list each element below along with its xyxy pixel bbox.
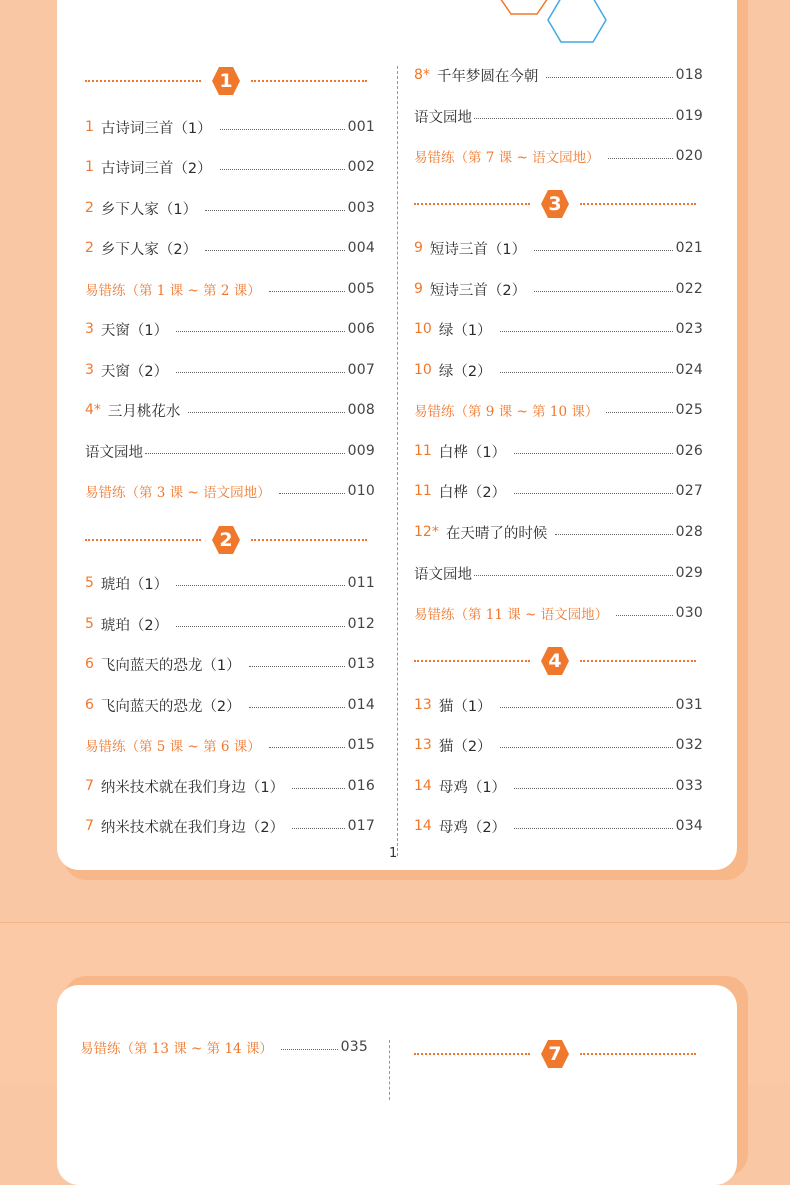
unit-3-number: 3 [548, 193, 562, 215]
page-ref: 010 [347, 483, 375, 499]
toc-entry[interactable] [414, 440, 703, 462]
lesson-number: 7 [85, 778, 94, 794]
page-ref: 026 [675, 443, 703, 459]
lesson-title: 母鸡（1） [438, 779, 507, 796]
toc-entry[interactable] [414, 734, 703, 756]
blue-hexagon-decoration [546, 0, 608, 46]
lesson-title: 飞向蓝天的恐龙（2） [100, 698, 241, 715]
toc-review-entry[interactable] [85, 480, 375, 502]
unit-4-header [414, 646, 696, 676]
page-ref: 016 [347, 778, 375, 794]
toc-review-entry[interactable] [414, 602, 703, 624]
lesson-title: 绿（1） [438, 322, 492, 339]
page-ref: 019 [675, 108, 703, 124]
lesson-number: 6 [85, 697, 94, 713]
lesson-title: 纳米技术就在我们身边（1） [100, 779, 285, 796]
page-ref: 007 [347, 362, 375, 378]
page-ref: 033 [675, 778, 703, 794]
review-title: 易错练（第 9 课 ~ 第 10 课） [414, 404, 599, 420]
lesson-title: 飞向蓝天的恐龙（1） [100, 657, 241, 674]
toc-review-entry[interactable] [414, 399, 703, 421]
lesson-number: 6 [85, 656, 94, 672]
lesson-number: 1 [85, 119, 94, 135]
toc-entry[interactable] [85, 359, 375, 381]
page-ref: 005 [347, 281, 375, 297]
lesson-number: 3 [85, 362, 94, 378]
toc-entry[interactable] [85, 197, 375, 219]
toc-entry[interactable] [414, 562, 703, 584]
toc-entry[interactable] [414, 694, 703, 716]
lesson-title: 母鸡（2） [438, 819, 507, 836]
lesson-number: 13 [414, 697, 432, 713]
lesson-number: 9 [414, 240, 423, 256]
review-title: 易错练（第 11 课 ~ 语文园地） [414, 607, 609, 623]
lesson-title: 白桦（1） [438, 444, 507, 461]
unit-2-header [85, 525, 367, 555]
column-divider [389, 1040, 390, 1100]
lesson-number: 2 [85, 240, 94, 256]
lesson-number: 1 [85, 159, 94, 175]
toc-entry[interactable] [85, 613, 375, 635]
lesson-number: 13 [414, 737, 432, 753]
page-ref: 032 [675, 737, 703, 753]
toc-entry[interactable] [414, 318, 703, 340]
page-ref: 024 [675, 362, 703, 378]
review-title: 易错练（第 1 课 ~ 第 2 课） [85, 283, 261, 299]
unit-2-number: 2 [219, 529, 233, 551]
lesson-title: 古诗词三首（2） [100, 160, 212, 177]
lesson-number: 14 [414, 818, 432, 834]
toc-entry[interactable] [85, 815, 375, 837]
lesson-title: 纳米技术就在我们身边（2） [100, 819, 285, 836]
page-number: 1 [389, 846, 398, 861]
review-title: 易错练（第 7 课 ~ 语文园地） [414, 150, 600, 166]
review-title: 易错练（第 13 课 ~ 第 14 课） [80, 1041, 273, 1057]
page-ref: 015 [347, 737, 375, 753]
review-title: 易错练（第 3 课 ~ 语文园地） [85, 485, 271, 501]
page-ref: 028 [675, 524, 703, 540]
toc-entry[interactable] [414, 64, 703, 86]
page-ref: 023 [675, 321, 703, 337]
toc-card-second [57, 985, 737, 1185]
lesson-title: 千年梦圆在今朝 [436, 68, 539, 85]
lesson-number: 12* [414, 524, 439, 540]
lesson-title: 乡下人家（2） [100, 241, 198, 258]
page-ref: 029 [675, 565, 703, 581]
unit-1-number: 1 [219, 70, 233, 92]
toc-entry[interactable] [85, 156, 375, 178]
toc-entry[interactable] [414, 775, 703, 797]
page-ref: 031 [675, 697, 703, 713]
lesson-title: 绿（2） [438, 363, 492, 380]
lesson-title: 在天晴了的时候 [445, 525, 548, 542]
page-ref: 013 [347, 656, 375, 672]
unit-7-header [414, 1039, 696, 1069]
lesson-number: 11 [414, 443, 432, 459]
lesson-title: 天窗（2） [100, 363, 169, 380]
page-ref: 001 [347, 119, 375, 135]
page-ref: 014 [347, 697, 375, 713]
lesson-number: 5 [85, 575, 94, 591]
toc-entry[interactable] [85, 572, 375, 594]
lesson-title: 语文园地 [414, 566, 472, 583]
unit-7-number: 7 [548, 1043, 562, 1065]
toc-entry[interactable] [85, 653, 375, 675]
lesson-title: 琥珀（1） [100, 576, 169, 593]
toc-entry[interactable] [85, 440, 375, 462]
unit-1-header [85, 66, 367, 96]
toc-entry[interactable] [414, 105, 703, 127]
lesson-number: 14 [414, 778, 432, 794]
lesson-title: 语文园地 [414, 109, 472, 126]
lesson-number: 9 [414, 281, 423, 297]
page-ref: 020 [675, 148, 703, 164]
page-ref: 030 [675, 605, 703, 621]
lesson-title: 短诗三首（1） [429, 241, 527, 258]
toc-entry[interactable] [414, 521, 703, 543]
page-ref: 034 [675, 818, 703, 834]
page-ref: 017 [347, 818, 375, 834]
page-ref: 035 [340, 1039, 368, 1055]
lesson-title: 猫（2） [438, 738, 492, 755]
column-divider [397, 66, 398, 856]
lesson-number: 10 [414, 321, 432, 337]
toc-entry[interactable] [85, 694, 375, 716]
lesson-number: 11 [414, 483, 432, 499]
lesson-number: 7 [85, 818, 94, 834]
orange-hexagon-decoration [498, 0, 550, 16]
toc-entry[interactable] [85, 399, 375, 421]
lesson-number: 3 [85, 321, 94, 337]
toc-entry[interactable] [85, 775, 375, 797]
lesson-number: 5 [85, 616, 94, 632]
page-ref: 003 [347, 200, 375, 216]
page-ref: 012 [347, 616, 375, 632]
lesson-number: 10 [414, 362, 432, 378]
page-ref: 008 [347, 402, 375, 418]
toc-entry[interactable] [85, 116, 375, 138]
lesson-title: 琥珀（2） [100, 617, 169, 634]
lesson-title: 乡下人家（1） [100, 201, 198, 218]
lesson-number: 8* [414, 67, 430, 83]
toc-review-entry[interactable] [80, 1036, 368, 1058]
page-ref: 027 [675, 483, 703, 499]
lesson-title: 白桦（2） [438, 484, 507, 501]
page-ref: 018 [675, 67, 703, 83]
lesson-number: 2 [85, 200, 94, 216]
lesson-title: 天窗（1） [100, 322, 169, 339]
page-ref: 002 [347, 159, 375, 175]
lesson-title: 短诗三首（2） [429, 282, 527, 299]
unit-4-number: 4 [548, 650, 562, 672]
page-ref: 004 [347, 240, 375, 256]
lesson-title: 三月桃花水 [107, 403, 181, 420]
toc-review-entry[interactable] [85, 734, 375, 756]
toc-entry[interactable] [85, 318, 375, 340]
lesson-title: 语文园地 [85, 444, 143, 461]
toc-entry[interactable] [414, 815, 703, 837]
toc-entry[interactable] [85, 237, 375, 259]
lesson-number: 4* [85, 402, 101, 418]
lesson-title: 猫（1） [438, 698, 492, 715]
page-ref: 025 [675, 402, 703, 418]
page-ref: 021 [675, 240, 703, 256]
unit-3-header [414, 189, 696, 219]
page-ref: 006 [347, 321, 375, 337]
toc-entry[interactable] [414, 237, 703, 259]
toc-entry[interactable] [414, 359, 703, 381]
page-ref: 009 [347, 443, 375, 459]
toc-review-entry[interactable] [85, 278, 375, 300]
page-ref: 022 [675, 281, 703, 297]
lesson-title: 古诗词三首（1） [100, 120, 212, 137]
toc-review-entry[interactable] [414, 145, 703, 167]
page-ref: 011 [347, 575, 375, 591]
toc-entry[interactable] [414, 480, 703, 502]
toc-entry[interactable] [414, 278, 703, 300]
review-title: 易错练（第 5 课 ~ 第 6 课） [85, 739, 261, 755]
